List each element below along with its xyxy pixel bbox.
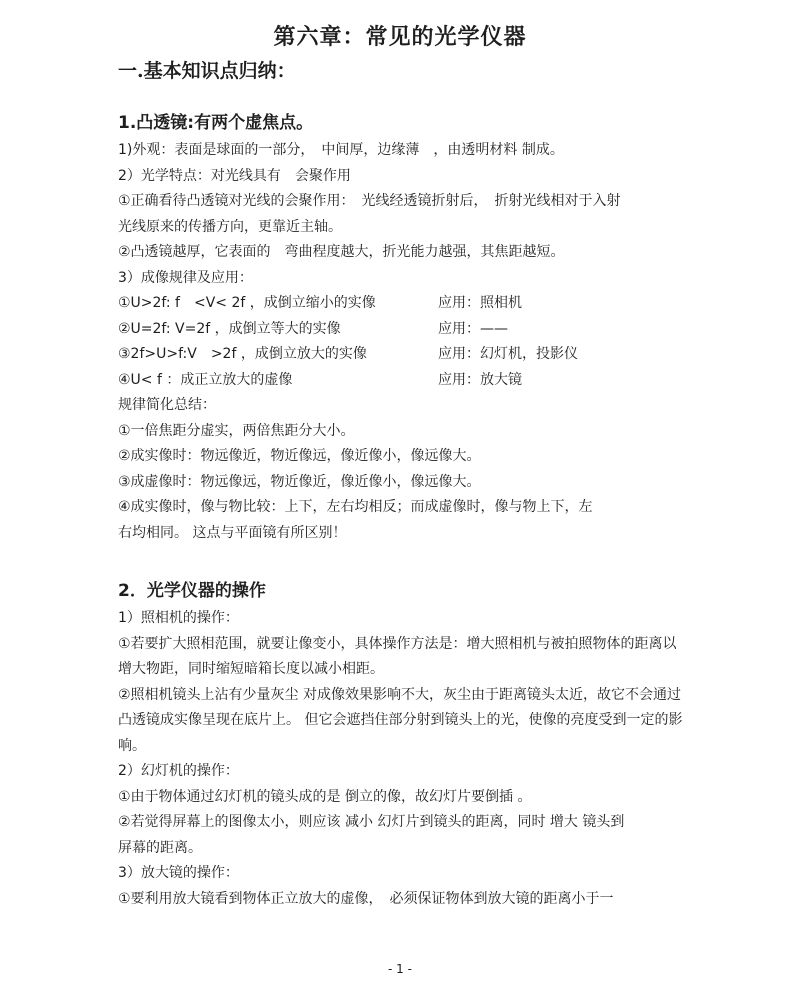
rule-condition: ④U< f ：成正立放大的虚像	[118, 371, 293, 388]
rule-condition: ②U=2f: V=2f ，成倒立等大的实像	[118, 320, 341, 337]
text-line: 3）放大镜的操作：	[118, 865, 239, 881]
section-heading: 一.基本知识点归纳：	[118, 60, 296, 82]
summary-line: ②成实像时：物远像近，物近像远，像近像小，像远像大。	[118, 448, 481, 464]
rule-row	[118, 317, 758, 343]
page-number: - 1 -	[388, 962, 412, 976]
summary-line: ③成虚像时：物远像远，物近像近，像近像小，像远像大。	[118, 473, 481, 490]
text-line: 1)外观：表面是球面的一部分， 中间厚，边缘薄 ，由透明材料 制成。	[118, 142, 564, 158]
summary-line: 规律简化总结：	[118, 397, 216, 413]
text-line: ①要利用放大镜看到物体正立放大的虚像， 必须保证物体到放大镜的距离小于一	[118, 890, 614, 907]
text-line: ①由于物体通过幻灯机的镜头成的是 倒立的像，故幻灯片要倒插 。	[118, 788, 532, 805]
rule-row	[118, 291, 758, 317]
text-line: ②凸透镜越厚，它表面的 弯曲程度越大，折光能力越强，其焦距越短。	[118, 244, 565, 260]
rule-application: 应用：幻灯机，投影仪	[438, 346, 578, 362]
text-line: 响。	[118, 737, 146, 754]
rule-application: 应用：——	[438, 320, 508, 337]
summary-line: 右均相同。 这点与平面镜有所区别！	[118, 524, 347, 541]
text-line: ②照相机镜头上沾有少量灰尘 对成像效果影响不大，灰尘由于距离镜头太近，故它不会通过	[118, 686, 681, 703]
page-title: 第六章：常见的光学仪器	[273, 24, 527, 50]
text-line: 3）成像规律及应用：	[118, 269, 253, 286]
text-line: ①若要扩大照相范围，就要让像变小，具体操作方法是：增大照相机与被拍照物体的距离以	[118, 635, 677, 652]
content-body	[118, 100, 758, 912]
optical-ops-heading: 2．光学仪器的操作	[118, 581, 266, 601]
text-line: ②若觉得屏幕上的图像太小，则应该 减小 幻灯片到镜头的距离，同时 增大 镜头到	[118, 814, 625, 830]
text-line: ①正确看待凸透镜对光线的会聚作用： 光线经透镜折射后， 折射光线相对于入射	[118, 193, 621, 209]
rule-application: 应用：放大镜	[438, 371, 522, 388]
rule-condition: ①U>2f: f <V< 2f ，成倒立缩小的实像	[118, 295, 376, 311]
text-line: 光线原来的传播方向，更靠近主轴。	[118, 218, 342, 235]
text-line: 2）幻灯机的操作：	[118, 763, 239, 779]
rule-application: 应用：照相机	[438, 295, 522, 311]
convex-lens-heading: 1.凸透镜:有两个虚焦点。	[118, 113, 314, 133]
summary-line: ①一倍焦距分虚实，两倍焦距分大小。	[118, 422, 355, 439]
summary-line: ④成实像时，像与物比较：上下，左右均相反；而成虚像时，像与物上下，左	[118, 499, 593, 515]
rule-row	[118, 368, 758, 394]
spacer	[118, 546, 758, 568]
text-line: 2）光学特点：对光线具有 会聚作用	[118, 167, 351, 184]
text-line: 增大物距，同时缩短暗箱长度以减小相距。	[118, 661, 384, 677]
rule-row	[118, 342, 758, 368]
text-line: 屏幕的距离。	[118, 839, 202, 856]
rule-condition: ③2f>U>f:V >2f ，成倒立放大的实像	[118, 346, 367, 362]
text-line: 1）照相机的操作：	[118, 610, 239, 626]
text-line: 凸透镜成实像呈现在底片上。 但它会遮挡住部分射到镜头上的光，使像的亮度受到一定的影	[118, 712, 683, 728]
